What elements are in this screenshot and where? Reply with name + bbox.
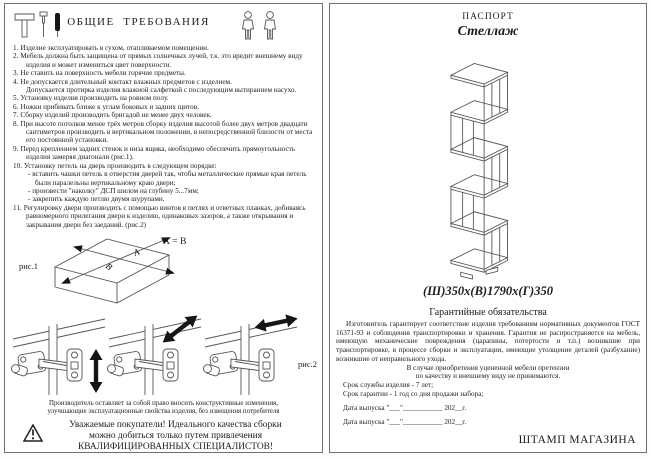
warning-text: Уважаемые покупатели! Идеального качества сборки можно добиться только путем привлечения КВАЛИФИЦИРОВАННЫХ СПЕЦИАЛИСТОВ! — [69, 419, 282, 452]
figure1-diagonals-diagram — [5, 229, 322, 311]
list-item: 10. Установку петель на дверь производить в следующем порядке: — [13, 161, 217, 170]
two-persons-icon — [237, 10, 285, 41]
passport-title: ПАСПОРТ — [462, 12, 514, 22]
service-life-line: Срок службы изделия - 7 лет; — [343, 380, 434, 389]
quality-warning — [5, 420, 322, 453]
list-item: 6. Ножки прибивать ближе к углам боковых и задних щитов. — [13, 102, 199, 111]
list-item: 3. Не ставить на поверхность мебели горячие предметы. — [13, 69, 186, 78]
hinge-diagonal-adjustment-drawing — [105, 313, 205, 397]
release-date-line: Дата выпуска "___"___________ 202__г. — [343, 418, 467, 427]
warranty-text: Изготовитель гарантирует соответствие изделия требованиям нормативных документов ГОСТ 16371-93 и соблюдения транспортировки и хранения. Гарантия не распространяется на мебель, имеющую механические повреждения (царапины, потертости и т.п.) возникшие при транспортировке, в процессе сборки и эксплуатации, имеющие утолщение деталей (разбухание) возникшие от неправильного ухода. — [336, 320, 640, 363]
diagonal-a-label: А — [131, 246, 141, 258]
list-item: 9. Перед креплением задних стенок и низа ящика, необходимо обеспечить прямоугольность изделия замеряя диагонали (рис.1). — [13, 144, 296, 162]
list-item: Допускается протирка изделия влажной салфеткой с последующим вытиранием насухо. — [26, 86, 297, 95]
warning-triangle-icon — [23, 424, 43, 442]
figure2-label: рис.2 — [298, 358, 317, 369]
list-item: 7. Сборку изделий производить бригадой не менее двух человек. — [13, 111, 212, 120]
list-subitem: - вставить чашки петель в отверстия дверей так, чтобы металлические прямые края петель были паралельны вертикальному краю двери; — [28, 170, 307, 187]
shelving-drawing-area — [330, 44, 646, 282]
figure2-hinge-adjustment-diagram — [5, 311, 322, 399]
general-requirements-panel — [4, 3, 323, 453]
list-item: 8. При высоте потолков менее трёх метров сборку изделия высотой более двух метров двадцати сантиметров производить в вертикальном положении, в непосредственной близости от места его постоянной установки. — [13, 119, 313, 145]
diagonal-b-label: В — [103, 260, 115, 273]
figure1-label: рис.1 — [19, 260, 38, 271]
store-stamp-label: ШТАМП МАГАЗИНА — [518, 434, 636, 446]
list-item: 5. Установку изделия производить на ровном полу. — [13, 94, 169, 103]
product-dimensions: (Ш)350х(В)1790х(Г)350 — [423, 284, 553, 298]
hinge-vertical-adjustment-drawing — [9, 313, 109, 397]
list-item: 1. Изделие эксплуатировать в сухом, отапливаемом помещении. — [13, 44, 209, 52]
list-item: 4. Не допускается длительный контакт влажных предметов с изделием. — [13, 77, 232, 86]
list-subitem: - произвести "наколку" ДСП шилом на глубину 5...7мм; — [28, 186, 199, 195]
hinge-horizontal-adjustment-drawing — [201, 313, 301, 397]
list-subitem: - закрепить каждую петлю двумя шурупами. — [28, 195, 165, 204]
release-date-line: Дата выпуска "___"___________ 202__г. — [343, 404, 467, 413]
list-item: 2. Мебель должна быть защищена от прямых солнечных лучей, т.к. это вредит внешнему виду изделия и может измениться цвет поверхности. — [13, 52, 303, 69]
left-panel-title: ОБЩИЕ ТРЕБОВАНИЯ — [67, 16, 210, 28]
requirements-list — [13, 44, 319, 229]
list-item: 11. Регулировку двери производить с помощью винтов в петлях и ответных планках, добиваясь равномерного прилегания двери к изделию, одинаковых зазоров, а также открывания и закрывания двери без заеданий. (рис.2) — [13, 203, 306, 229]
warranty-title: Гарантийные обязательства — [429, 307, 547, 318]
warranty-period-line: Срок гарантии - 1 год со дня продажи набора; — [343, 389, 484, 398]
discounted-furniture-note: В случае приобретения уцененной мебели претензии по качеству и внешнему виду не принимаются. — [406, 363, 570, 381]
product-name: Стеллаж — [457, 24, 519, 39]
manufacturer-note: Производитель оставляет за собой право вносить конструктивные изменения, улучшающие эксплуатационные свойства изделия, без извещения потребителя — [47, 399, 280, 415]
passport-panel — [329, 3, 647, 453]
diagonal-equality-formula: А = В — [163, 236, 187, 247]
box-diagonals-drawing — [47, 231, 179, 309]
shelving-tower-drawing — [429, 44, 547, 282]
left-panel-header — [5, 4, 322, 42]
